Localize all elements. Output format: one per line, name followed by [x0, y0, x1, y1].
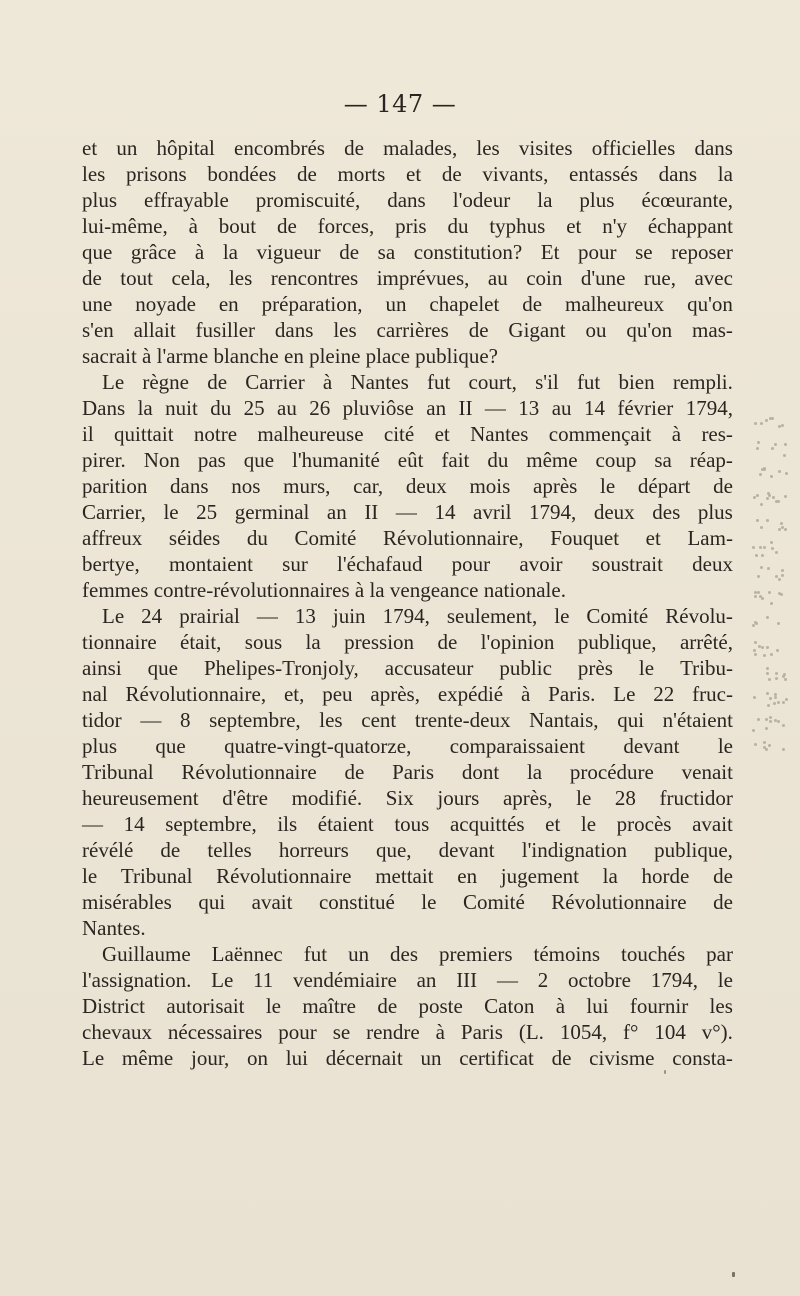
perforation-dot: [775, 575, 778, 578]
perforation-dot: [784, 443, 787, 446]
perforation-dot: [769, 716, 772, 719]
text-line: plus effrayable promiscuité, dans l'odeur la plus écœurante,: [82, 188, 733, 212]
perforation-dot: [783, 454, 786, 457]
perforation-dot: [766, 616, 769, 619]
text-line: heureusement d'être modifié. Six jours après, le 28 fructidor: [82, 786, 733, 810]
text-line: les prisons bondées de morts et de vivants, entassés dans la: [82, 162, 733, 186]
text-line: Dans la nuit du 25 au 26 pluviôse an II — 13 au 14 février 1794,: [82, 396, 733, 420]
perforation-dot: [760, 503, 763, 506]
perforation-dot: [771, 547, 774, 550]
perforation-dot: [777, 701, 780, 704]
perforation-dot: [756, 447, 759, 450]
perforation-dot: [777, 720, 780, 723]
perforation-dot: [768, 744, 771, 747]
text-line: ainsi que Phelipes-Tronjoly, accusateur public près le Tribu-: [82, 656, 733, 680]
perforation-dot: [754, 653, 757, 656]
text-line: pirer. Non pas que l'humanité eût fait du même coup sa réap-: [82, 448, 733, 472]
perforation-dot: [752, 546, 755, 549]
perforation-dot: [765, 718, 768, 721]
perforation-dot: [766, 692, 769, 695]
perforation-dot: [775, 551, 778, 554]
perforation-dot: [769, 697, 772, 700]
perforation-dot: [769, 720, 772, 723]
perforation-dot: [755, 622, 758, 625]
perforation-dot: [777, 622, 780, 625]
perforation-dot: [771, 447, 774, 450]
perforation-dot: [756, 494, 759, 497]
text-line: s'en allait fusiller dans les carrières de Gigant ou qu'on mas-: [82, 318, 733, 342]
text-line: nal Révolutionnaire, et, peu après, expédié à Paris. Le 22 fruc-: [82, 682, 733, 706]
body-text: [82, 135, 733, 1071]
perforation-dot: [766, 646, 769, 649]
text-line: l'assignation. Le 11 vendémiaire an III — 2 octobre 1794, le: [82, 968, 733, 992]
text-line: et un hôpital encombrés de malades, les visites officielles dans: [82, 136, 733, 160]
perforation-dot: [770, 653, 773, 656]
perforation-dot: [757, 591, 760, 594]
ink-speck: [732, 1272, 735, 1277]
text-line: misérables qui avait constitué le Comité Révolutionnaire de: [82, 890, 733, 914]
perforation-dot: [763, 741, 766, 744]
text-line: chevaux nécessaires pour se rendre à Paris (L. 1054, f° 104 v°).: [82, 1020, 733, 1044]
perforation-dot: [765, 727, 768, 730]
text-line: plus que quatre-vingt-quatorze, comparaissaient devant le: [82, 734, 733, 758]
perforation-dot: [756, 519, 759, 522]
perforation-dot: [767, 492, 770, 495]
perforation-dot: [767, 567, 770, 570]
perforation-dot: [770, 541, 773, 544]
perforation-dot: [782, 748, 785, 751]
perforation-dot: [782, 701, 785, 704]
text-line: District autorisait le maître de poste Caton à lui fournir les: [82, 994, 733, 1018]
text-line: il quittait notre malheureuse cité et Nantes commençait à res-: [82, 422, 733, 446]
text-line: une noyade en préparation, un chapelet de malheureux qu'on: [82, 292, 733, 316]
text-line: Le règne de Carrier à Nantes fut court, s'il fut bien rempli.: [102, 370, 733, 394]
text-line: affreux séides du Comité Révolutionnaire, Fouquet et Lam-: [82, 526, 733, 550]
perforation-dot: [753, 496, 756, 499]
text-line: Carrier, le 25 germinal an II — 14 avril 1794, deux des plus: [82, 500, 733, 524]
perforation-dot: [785, 698, 788, 701]
perforation-dot: [757, 718, 760, 721]
text-line: lui-même, à bout de forces, pris du typhus et n'y échappant: [82, 214, 733, 238]
perforation-dot: [758, 645, 761, 648]
perforation-dot: [778, 578, 781, 581]
perforation-dot: [769, 417, 772, 420]
perforation-dot: [781, 569, 784, 572]
perforation-dot: [774, 693, 777, 696]
perforation-dot: [753, 649, 756, 652]
text-line: révélé de telles horreurs que, devant l'indignation publique,: [82, 838, 733, 862]
perforation-dot: [780, 522, 783, 525]
perforation-dot: [784, 678, 787, 681]
ink-speck: [664, 1070, 666, 1074]
perforation-dot: [759, 546, 762, 549]
perforation-dot: [775, 677, 778, 680]
perforation-dot: [763, 546, 766, 549]
perforation-dot: [785, 472, 788, 475]
perforation-dot: [782, 724, 785, 727]
perforation-dot: [759, 595, 762, 598]
perforation-dot: [765, 748, 768, 751]
text-line: le Tribunal Révolutionnaire mettait en jugement la horde de: [82, 864, 733, 888]
perforation-dot: [760, 526, 763, 529]
text-line: femmes contre-révolutionnaires à la vengeance nationale.: [82, 578, 566, 602]
text-line: bertye, montaient sur l'échafaud pour avoir soustrait deux: [82, 552, 733, 576]
perforation-dot: [754, 595, 757, 598]
perforation-dot: [781, 526, 784, 529]
perforation-dot: [774, 443, 777, 446]
perforation-dot: [754, 591, 757, 594]
perforation-dot: [773, 702, 776, 705]
perforation-dot: [768, 678, 771, 681]
text-line: parition dans nos murs, car, deux mois après le départ de: [82, 474, 733, 498]
perforation-dot: [772, 496, 775, 499]
perforation-dot: [781, 574, 784, 577]
margin-perforation-marks: [752, 416, 792, 776]
perforation-dot: [768, 591, 771, 594]
text-line: — 14 septembre, ils étaient tous acquittés et le procès avait: [82, 812, 733, 836]
text-line: Nantes.: [82, 916, 146, 940]
perforation-dot: [770, 602, 773, 605]
perforation-dot: [754, 743, 757, 746]
text-line: tidor — 8 septembre, les cent trente-deux Nantais, qui n'étaient: [82, 708, 733, 732]
perforation-dot: [784, 495, 787, 498]
perforation-dot: [766, 672, 769, 675]
perforation-dot: [763, 654, 766, 657]
perforation-dot: [753, 696, 756, 699]
perforation-dot: [767, 704, 770, 707]
perforation-dot: [754, 641, 757, 644]
perforation-dot: [755, 554, 758, 557]
perforation-dot: [763, 467, 766, 470]
text-line: Tribunal Révolutionnaire de Paris dont la procédure venait: [82, 760, 733, 784]
page-number: — 147 —: [343, 90, 457, 118]
perforation-dot: [778, 425, 781, 428]
perforation-dot: [776, 649, 779, 652]
perforation-dot: [781, 424, 784, 427]
perforation-dot: [766, 519, 769, 522]
perforation-dot: [757, 441, 760, 444]
text-line: sacrait à l'arme blanche en pleine place publique?: [82, 344, 498, 368]
text-line: de tout cela, les rencontres imprévues, au coin d'une rue, avec: [82, 266, 733, 290]
perforation-dot: [774, 696, 777, 699]
perforation-dot: [784, 528, 787, 531]
perforation-dot: [778, 470, 781, 473]
perforation-dot: [759, 473, 762, 476]
perforation-dot: [754, 422, 757, 425]
text-line: Guillaume Laënnec fut un des premiers témoins touchés par: [102, 942, 733, 966]
perforation-dot: [761, 646, 764, 649]
perforation-dot: [770, 475, 773, 478]
perforation-dot: [766, 667, 769, 670]
perforation-dot: [778, 592, 781, 595]
perforation-dot: [775, 500, 778, 503]
perforation-dot: [765, 419, 768, 422]
perforation-dot: [760, 422, 763, 425]
perforation-dot: [760, 566, 763, 569]
perforation-dot: [783, 673, 786, 676]
perforation-dot: [761, 554, 764, 557]
text-line: Le même jour, on lui décernait un certificat de civisme consta-: [82, 1046, 733, 1070]
perforation-dot: [757, 575, 760, 578]
text-line: tionnaire était, sous la pression de l'opinion publique, arrêté,: [82, 630, 733, 654]
perforation-dot: [752, 729, 755, 732]
text-line: que grâce à la vigueur de sa constitution? Et pour se reposer: [82, 240, 733, 264]
perforation-dot: [775, 672, 778, 675]
perforation-dot: [766, 497, 769, 500]
text-line: Le 24 prairial — 13 juin 1794, seulement, le Comité Révolu-: [102, 604, 733, 628]
